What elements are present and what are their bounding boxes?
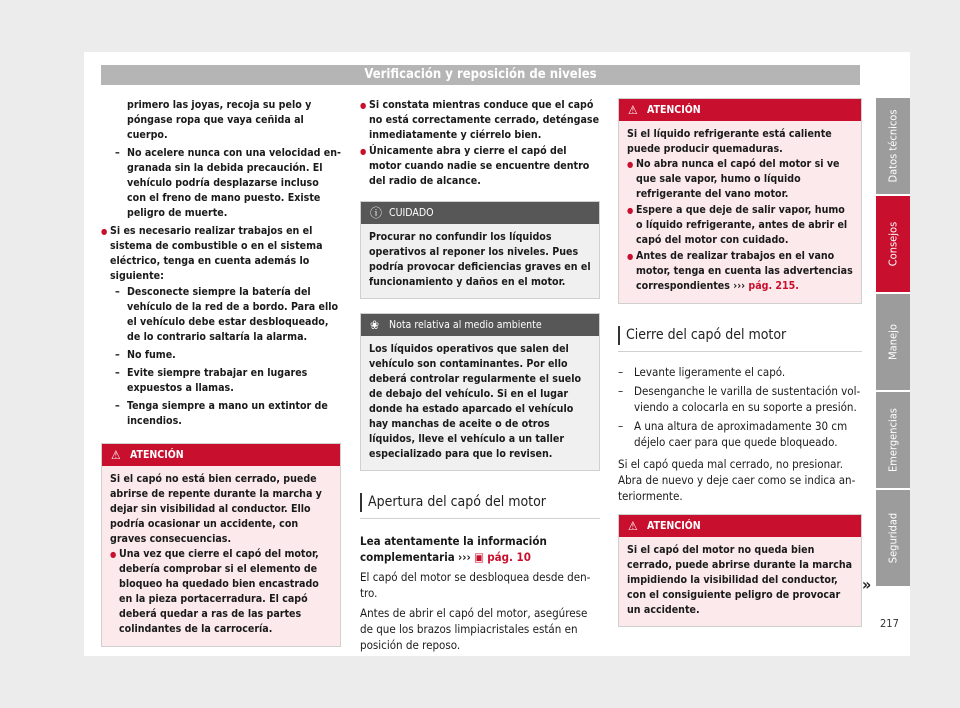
paragraph: El capó del motor se desbloquea desde dentro. xyxy=(360,570,591,600)
page-number: 217 xyxy=(880,617,899,630)
warning-box xyxy=(618,514,862,627)
bullet-item: ● Una vez que cierre el capó del motor, debería comprobar si el elemento de bloqueo ha quedado bien encastrado en la pieza portacerradura. El capó deberá quedar a ras de las partes colindantes de la carrocería. xyxy=(110,547,332,637)
dash-item: – Evite siempre trabajar en lugares expuestos a llamas. xyxy=(115,366,341,396)
info-circle-icon: ⓘ xyxy=(370,206,383,220)
warning-title: ATENCIÓN xyxy=(647,104,701,116)
paragraph: Antes de abrir el capó del motor, asegúrese de que los brazos limpiacristales están en posición de reposo. xyxy=(360,606,588,652)
warning-body xyxy=(102,466,340,646)
step-item: – A una altura de aproximadamente 30 cm déjelo caer para que quede bloqueado. xyxy=(618,418,862,450)
lead-text: Lea atentamente la información complementaria xyxy=(360,534,547,564)
warning-text: Si el líquido refrigerante está caliente puede producir quemaduras. xyxy=(627,128,832,155)
page-reference-link[interactable]: pág. 215. xyxy=(748,280,799,292)
paragraph: Si el capó queda mal cerrado, no presionar. Abra de nuevo y deje caer como se indica anteriormente. xyxy=(618,457,856,503)
dash-item: – Desconecte siempre la batería del vehículo de la red de a bordo. Para ello el vehículo debe estar desbloqueado, de lo contrario saltaría la alarma. xyxy=(115,285,341,345)
warning-box xyxy=(101,443,341,647)
column-3 xyxy=(618,98,862,627)
step-item: – Desenganche le varilla de sustentación volviendo a colocarla en su soporte a presión. xyxy=(618,383,862,415)
bullet-item: ● Espere a que deje de salir vapor, humo o líquido refrigerante, antes de abrir el capó del motor con cuidado. xyxy=(627,203,853,248)
caution-box xyxy=(360,201,600,299)
warning-text: Si el capó no está bien cerrado, puede abrirse de repente durante la marcha y dejar sin visibilidad al conductor. Ello podría ocasionar un accidente, con graves consecuencias. xyxy=(110,473,322,545)
step-item: – Levante ligeramente el capó. xyxy=(618,364,862,380)
environment-header xyxy=(361,314,599,336)
section-heading: Apertura del capó del motor xyxy=(360,489,600,519)
warning-triangle-icon: ⚠ xyxy=(111,448,121,462)
column-2 xyxy=(360,98,600,653)
column-1 xyxy=(101,98,341,647)
tab-label: Consejos xyxy=(886,221,900,267)
dash-item: – No fume. xyxy=(115,348,341,363)
ref-arrow: ››› xyxy=(733,280,746,292)
dash-item: – No acelere nunca con una velocidad engranada sin la debida precaución. El vehículo podría desplazarse incluso con el freno de mano puesto. Existe peligro de muerte. xyxy=(115,146,341,221)
tab-manejo[interactable] xyxy=(876,294,910,390)
ref-arrow: ››› xyxy=(458,550,471,564)
warning-box xyxy=(618,98,862,304)
environment-body: Los líquidos operativos que salen del vehículo son contaminantes. Por ello deberá controlar regularmente el suelo de debajo del vehículo. Si en el lugar donde ha estado aparcado el vehículo hay manchas de aceite o de otros líquidos, lleve el vehículo a un taller especializado para que lo revisen. xyxy=(361,336,599,470)
tab-label: Emergencias xyxy=(886,408,900,472)
warning-header xyxy=(619,99,861,121)
lead-paragraph xyxy=(360,533,600,565)
warning-header xyxy=(102,444,340,466)
tab-datos-tecnicos[interactable] xyxy=(876,98,910,194)
caution-body: Procurar no confundir los líquidos operativos al reponer los niveles. Pues podría provocar deficiencias graves en el funcionamiento y daños en el motor. xyxy=(361,224,599,298)
page-reference-link[interactable]: pág. 10 xyxy=(487,550,531,564)
bullet-item: ● Si es necesario realizar trabajos en el sistema de combustible o en el sistema eléctrico, tenga en cuenta además lo siguiente: xyxy=(101,224,341,284)
tab-emergencias[interactable] xyxy=(876,392,910,488)
tab-label: Datos técnicos xyxy=(886,109,900,183)
warning-body: Si el capó del motor no queda bien cerrado, puede abrirse durante la marcha impidiendo la visibilidad del conductor, con el consiguiente peligro de provocar un accidente. xyxy=(619,537,861,626)
bullet-item: ● No abra nunca el capó del motor si ve que sale vapor, humo o líquido refrigerante del vano motor. xyxy=(627,157,853,202)
book-icon: ▣ xyxy=(474,550,484,564)
bullet-item: ● Únicamente abra y cierre el capó del motor cuando nadie se encuentre dentro del radio de alcance. xyxy=(360,144,600,189)
tab-consejos[interactable] xyxy=(876,196,910,292)
bullet-item xyxy=(627,249,853,294)
warning-title: ATENCIÓN xyxy=(130,449,184,461)
continue-arrow: » xyxy=(862,575,872,594)
warning-body xyxy=(619,121,861,303)
caution-header xyxy=(361,202,599,224)
steps-list xyxy=(618,364,862,450)
bullet-text: Antes de realizar trabajos en el vano motor, tenga en cuenta las advertencias correspondientes xyxy=(636,250,853,292)
warning-triangle-icon: ⚠ xyxy=(628,103,638,117)
section-heading: Cierre del capó del motor xyxy=(618,322,862,352)
intro-text: primero las joyas, recoja su pelo y póngase ropa que vaya ceñida al cuerpo. xyxy=(127,99,312,141)
warning-triangle-icon: ⚠ xyxy=(628,519,638,533)
warning-title: ATENCIÓN xyxy=(647,520,701,532)
page-header: Verificación y reposición de niveles xyxy=(101,65,860,85)
tab-seguridad[interactable] xyxy=(876,490,910,586)
environment-leaf-icon: ❀ xyxy=(370,318,380,332)
bullet-item: ● Si constata mientras conduce que el capó no está correctamente cerrado, deténgase inmediatamente y ciérrelo bien. xyxy=(360,98,600,143)
tab-label: Manejo xyxy=(886,324,900,360)
tab-label: Seguridad xyxy=(886,512,900,564)
caution-title: CUIDADO xyxy=(389,207,434,219)
environment-title: Nota relativa al medio ambiente xyxy=(389,319,542,331)
dash-item: – Tenga siempre a mano un extintor de incendios. xyxy=(115,399,341,429)
warning-header xyxy=(619,515,861,537)
environment-box xyxy=(360,313,600,471)
